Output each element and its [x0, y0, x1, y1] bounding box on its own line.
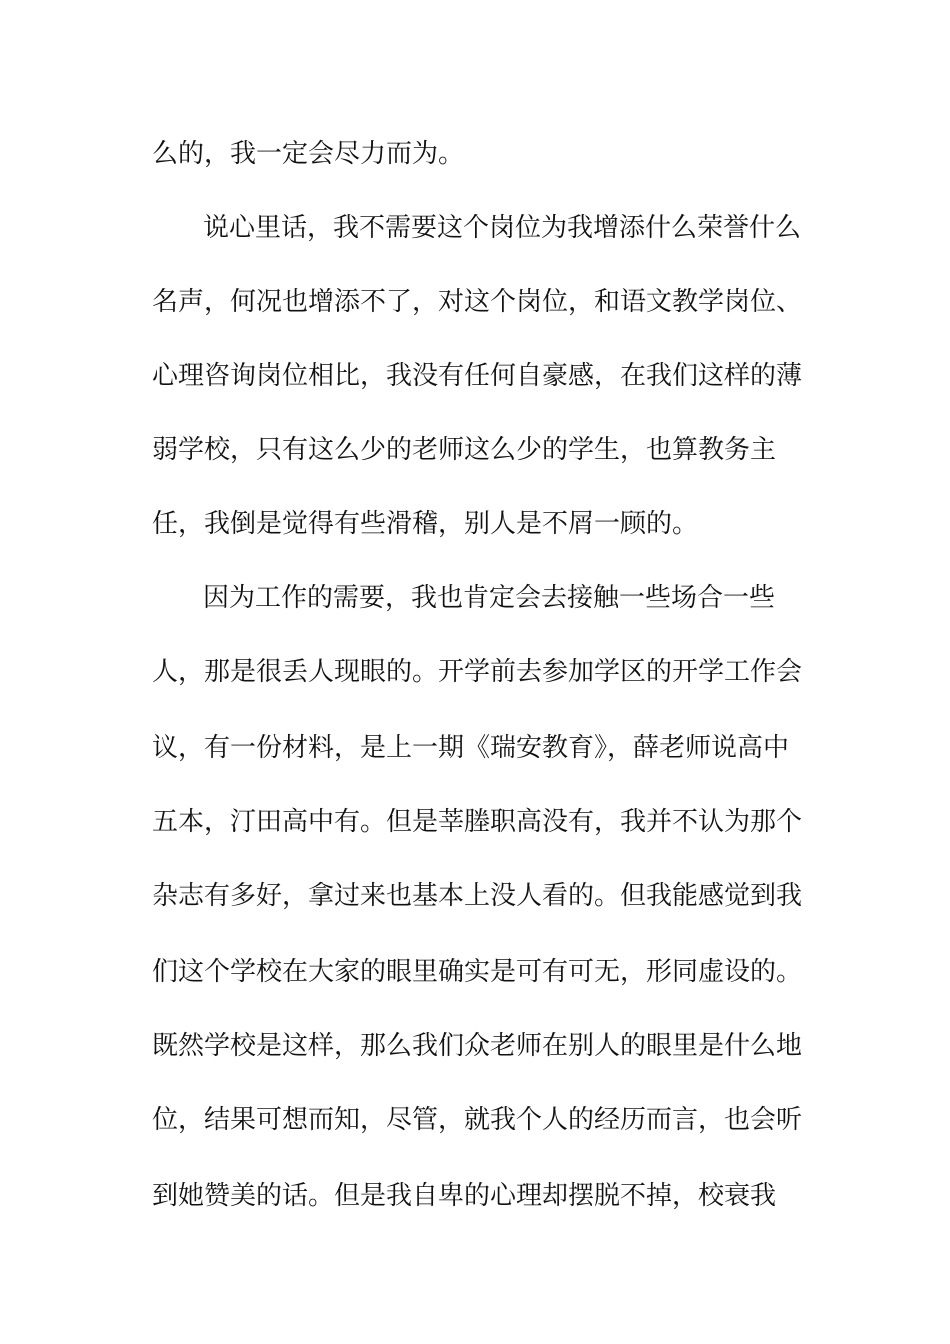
text-line: 位，结果可想而知，尽管，就我个人的经历而言，也会听 — [152, 1105, 803, 1135]
text-line: 杂志有多好，拿过来也基本上没人看的。但我能感觉到我 — [152, 881, 803, 911]
text-line: 任，我倒是觉得有些滑稽，别人是不屑一顾的。 — [152, 509, 699, 539]
text-line: 们这个学校在大家的眼里确实是可有可无，形同虚设的。 — [152, 957, 803, 987]
text-line: 因为工作的需要，我也肯定会去接触一些场合一些 — [203, 583, 776, 613]
text-line: 既然学校是这样，那么我们众老师在别人的眼里是什么地 — [152, 1031, 803, 1061]
text-line: 到她赞美的话。但是我自卑的心理却摆脱不掉，校衰我 — [152, 1181, 777, 1211]
text-line: 心理咨询岗位相比，我没有任何自豪感，在我们这样的薄 — [152, 361, 803, 391]
text-line: 么的，我一定会尽力而为。 — [152, 139, 465, 169]
text-line: 说心里话，我不需要这个岗位为我增添什么荣誉什么 — [203, 213, 802, 243]
text-line: 议，有一份材料，是上一期《瑞安教育》，薛老师说高中 — [152, 733, 790, 763]
text-line: 人，那是很丢人现眼的。开学前去参加学区的开学工作会 — [152, 657, 803, 687]
text-line: 名声，何况也增添不了，对这个岗位，和语文教学岗位、 — [152, 287, 803, 317]
text-line: 五本，汀田高中有。但是莘塍职高没有，我并不认为那个 — [152, 807, 803, 837]
text-line: 弱学校，只有这么少的老师这么少的学生，也算教务主 — [152, 435, 777, 465]
